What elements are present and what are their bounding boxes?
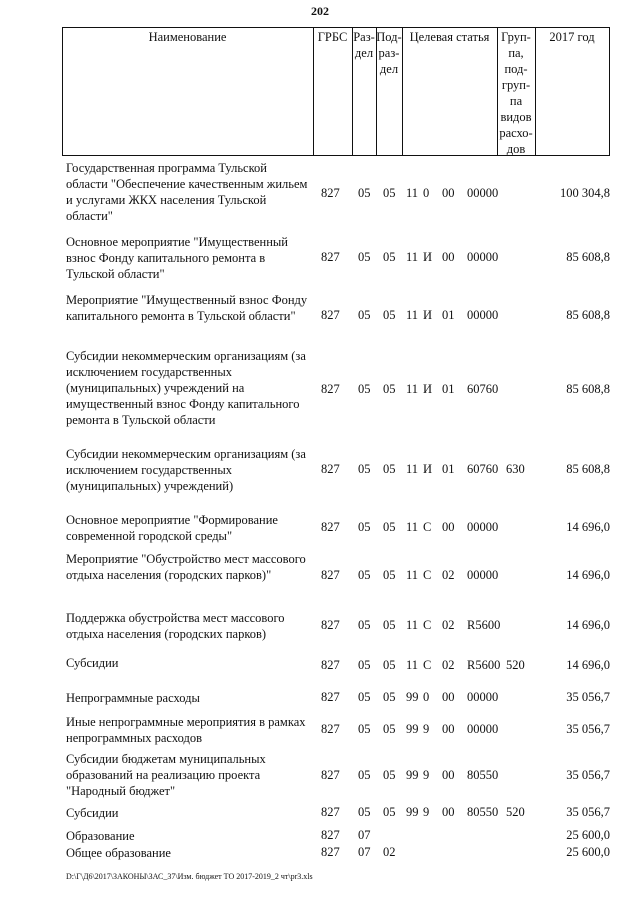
cell-razdel: 05 [358,520,371,534]
cell-cs3: 01 [442,462,455,476]
cell-cs4: 00000 [467,520,499,534]
header-group: Груп- па, под- груп- па видов расхо- дов [499,30,533,156]
header-podrazdel: Под- раз- дел [376,30,402,76]
cell-group: 520 [506,658,525,672]
header-grbs: ГРБС [317,30,348,44]
cell-podrazdel: 05 [383,722,396,736]
page-number: 202 [311,4,329,18]
cell-podrazdel: 05 [383,308,396,322]
cell-razdel: 05 [358,186,371,200]
row-name: Основное мероприятие "Формирование современной городской среды" [66,513,278,543]
cell-grbs: 827 [321,658,340,672]
cell-cs4: 60760 [467,462,499,476]
cell-cs2: И [423,250,433,264]
cell-amount: 85 608,8 [566,382,610,396]
row-name: Мероприятие "Имущественный взнос Фонду капитального ремонта в Тульской области" [66,293,308,323]
cell-cs1: 11 [406,308,419,322]
cell-cs4: 00000 [467,690,499,704]
cell-amount: 14 696,0 [566,618,610,632]
cell-cs2: С [423,520,432,534]
cell-cs3: 00 [442,805,455,819]
cell-cs3: 01 [442,382,455,396]
cell-amount: 85 608,8 [566,250,610,264]
cell-cs3: 00 [442,186,455,200]
cell-cs1: 99 [406,722,419,736]
cell-razdel: 05 [358,462,371,476]
cell-podrazdel: 05 [383,690,396,704]
cell-razdel: 07 [358,828,371,842]
cell-grbs: 827 [321,462,340,476]
header-name: Наименование [148,30,227,44]
cell-grbs: 827 [321,250,340,264]
cell-cs2: 9 [423,805,430,819]
cell-razdel: 05 [358,382,371,396]
row-name: Непрограммные расходы [66,691,200,705]
cell-razdel: 05 [358,805,371,819]
cell-cs2: И [423,382,433,396]
cell-grbs: 827 [321,568,340,582]
cell-cs1: 11 [406,568,419,582]
row-name: Субсидии [66,806,119,820]
cell-podrazdel: 05 [383,382,396,396]
cell-cs4: 00000 [467,308,499,322]
cell-grbs: 827 [321,382,340,396]
file-path-footer: D:\Г\Д6\2017\ЗАКОНЫ\ЗАС_37\Изм. бюджет ТО 2017-2019_2 чт\pr3.xls [66,872,313,881]
cell-cs1: 99 [406,805,419,819]
cell-cs1: 11 [406,250,419,264]
cell-cs4: 00000 [467,186,499,200]
cell-amount: 25 600,0 [566,828,610,842]
cell-cs4: 00000 [467,568,499,582]
cell-cs3: 00 [442,520,455,534]
cell-razdel: 05 [358,250,371,264]
header-razdel: Раз- дел [353,30,375,60]
cell-cs1: 11 [406,520,419,534]
row-name: Субсидии [66,656,119,670]
cell-cs3: 00 [442,690,455,704]
cell-razdel: 05 [358,568,371,582]
header-year: 2017 год [549,30,595,44]
cell-amount: 14 696,0 [566,520,610,534]
cell-podrazdel: 05 [383,618,396,632]
row-name: Субсидии бюджетам муниципальных образований на реализацию проекта "Народный бюджет" [66,752,266,798]
cell-podrazdel: 05 [383,658,396,672]
header-divider [609,27,610,156]
cell-cs2: 9 [423,722,430,736]
cell-cs4: R5600 [467,658,501,672]
cell-amount: 35 056,7 [566,690,610,704]
cell-podrazdel: 02 [383,845,396,859]
row-name: Субсидии некоммерческим организациям (за исключением государственных (муниципальных) учреждений на имущественный взнос Фонду капитального ремонта в Тульской области [66,349,306,427]
cell-cs4: 00000 [467,722,499,736]
cell-amount: 85 608,8 [566,462,610,476]
row-name: Иные непрограммные мероприятия в рамках непрограммных расходов [66,715,306,745]
row-name: Государственная программа Тульской области "Обеспечение качественным жильем и услугами ЖКХ населения Тульской области" [66,161,308,223]
cell-cs1: 11 [406,618,419,632]
cell-cs1: 11 [406,382,419,396]
cell-grbs: 827 [321,828,340,842]
cell-cs2: С [423,658,432,672]
row-name: Субсидии некоммерческим организациям (за исключением государственных (муниципальных) учреждений) [66,447,306,493]
cell-cs4: 00000 [467,250,499,264]
cell-razdel: 05 [358,618,371,632]
cell-cs3: 01 [442,308,455,322]
cell-cs3: 00 [442,768,455,782]
cell-grbs: 827 [321,722,340,736]
cell-amount: 35 056,7 [566,768,610,782]
row-name: Мероприятие "Обустройство мест массового отдыха населения (городских парков)" [66,552,306,582]
cell-amount: 35 056,7 [566,805,610,819]
cell-cs4: 80550 [467,768,499,782]
cell-cs4: R5600 [467,618,501,632]
cell-grbs: 827 [321,308,340,322]
cell-cs1: 11 [406,186,419,200]
cell-grbs: 827 [321,768,340,782]
cell-podrazdel: 05 [383,805,396,819]
cell-razdel: 05 [358,308,371,322]
cell-cs4: 60760 [467,382,499,396]
cell-cs1: 99 [406,690,419,704]
cell-cs2: 0 [423,186,430,200]
cell-cs4: 80550 [467,805,499,819]
cell-cs1: 99 [406,768,419,782]
cell-cs3: 00 [442,722,455,736]
cell-cs2: И [423,462,433,476]
cell-group: 520 [506,805,525,819]
cell-cs2: 9 [423,768,430,782]
cell-podrazdel: 05 [383,568,396,582]
cell-podrazdel: 05 [383,186,396,200]
row-name: Общее образование [66,846,171,860]
row-name: Основное мероприятие "Имущественный взнос Фонду капитального ремонта в Тульской области" [66,235,288,281]
cell-grbs: 827 [321,690,340,704]
row-name: Поддержка обустройства мест массового отдыха населения (городских парков) [66,611,285,641]
cell-razdel: 05 [358,658,371,672]
cell-cs3: 02 [442,618,455,632]
cell-grbs: 827 [321,805,340,819]
cell-amount: 25 600,0 [566,845,610,859]
cell-amount: 14 696,0 [566,568,610,582]
cell-grbs: 827 [321,845,340,859]
cell-group: 630 [506,462,525,476]
cell-cs2: И [423,308,433,322]
cell-podrazdel: 05 [383,250,396,264]
cell-cs3: 02 [442,658,455,672]
cell-podrazdel: 05 [383,768,396,782]
cell-cs2: С [423,568,432,582]
cell-cs2: С [423,618,432,632]
cell-grbs: 827 [321,186,340,200]
cell-razdel: 07 [358,845,371,859]
cell-razdel: 05 [358,722,371,736]
row-name: Образование [66,829,135,843]
cell-cs1: 11 [406,462,419,476]
cell-razdel: 05 [358,768,371,782]
cell-amount: 85 608,8 [566,308,610,322]
header-target: Целевая статья [409,30,490,44]
cell-cs3: 00 [442,250,455,264]
cell-podrazdel: 05 [383,462,396,476]
cell-razdel: 05 [358,690,371,704]
cell-amount: 100 304,8 [560,186,610,200]
cell-cs2: 0 [423,690,430,704]
cell-grbs: 827 [321,618,340,632]
cell-podrazdel: 05 [383,520,396,534]
cell-cs3: 02 [442,568,455,582]
cell-grbs: 827 [321,520,340,534]
cell-amount: 14 696,0 [566,658,610,672]
cell-amount: 35 056,7 [566,722,610,736]
cell-cs1: 11 [406,658,419,672]
